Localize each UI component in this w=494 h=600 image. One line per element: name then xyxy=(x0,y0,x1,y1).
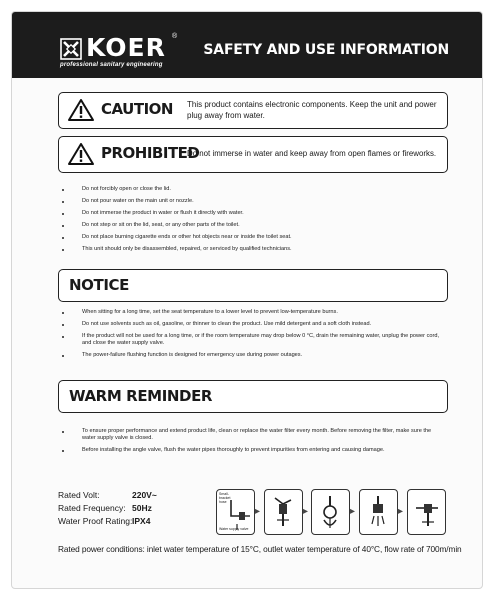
koer-logo-icon xyxy=(60,38,82,60)
rated-conditions: Rated power conditions: inlet water temperature of 15°C, outlet water temperature of 40°C, flow rate of 700m/min xyxy=(58,544,462,554)
valve-install-icon xyxy=(407,489,446,535)
spec-label: Water Proof Rating: xyxy=(58,516,133,526)
list-item: To ensure proper performance and extend product life, clean or replace the water filter every month. Before removing the filter, make sure the water supply valve is closed. xyxy=(58,428,446,442)
spec-label: Rated Volt: xyxy=(58,490,100,500)
list-item: The power-failure flushing function is designed for emergency use during power outages. xyxy=(58,352,446,359)
brand-tagline: professional sanitary engineering xyxy=(60,62,163,68)
caution-text: This product contains electronic components. Keep the unit and power plug away from water. xyxy=(187,100,437,120)
spec-value: 50Hz xyxy=(132,503,152,513)
list-item: This unit should only be disassembled, repaired, or serviced by qualified technicians. xyxy=(58,246,446,253)
list-item: Do not forcibly open or close the lid. xyxy=(58,186,446,193)
caution-box xyxy=(58,92,448,129)
notice-title: NOTICE xyxy=(69,276,129,294)
icon-caption: Small-bracket hose xyxy=(219,492,231,504)
prohibited-box xyxy=(58,136,448,173)
spec-value: 220V~ xyxy=(132,490,157,500)
registered-mark: ® xyxy=(172,33,178,40)
icon-caption: Water supply valve xyxy=(219,527,249,531)
hand-tighten-icon xyxy=(311,489,350,535)
list-item: Do not place burning cigarette ends or other hot objects near or inside the toilet seat. xyxy=(58,234,446,241)
prohibited-text: Do not immerse in water and keep away from open flames or fireworks. xyxy=(187,149,437,158)
warm-reminder-title: WARM REMINDER xyxy=(69,387,213,405)
spec-row xyxy=(58,515,188,528)
arrow-icon: ▸ xyxy=(303,506,309,517)
safety-label-sheet xyxy=(11,11,483,589)
caution-label: CAUTION xyxy=(101,100,173,118)
spec-value: IPX4 xyxy=(132,516,151,526)
arrow-icon: ▸ xyxy=(350,506,356,517)
prohibited-list xyxy=(58,186,446,258)
water-flush-icon xyxy=(359,489,398,535)
arrow-icon: ▸ xyxy=(255,506,261,517)
notice-box xyxy=(58,269,448,302)
spec-row xyxy=(58,489,188,502)
list-item: Do not pour water on the main unit or nozzle. xyxy=(58,198,446,205)
notice-list xyxy=(58,309,446,364)
list-item: If the product will not be used for a long time, or if the room temperature may drop below 0 °C, drain the remaining water, unplug the power cord, and close the water supply valve. xyxy=(58,333,446,347)
list-item: Do not immerse the product in water or flush it directly with water. xyxy=(58,210,446,217)
warm-reminder-list xyxy=(58,428,446,459)
list-item: Before installing the angle valve, flush the water pipes thoroughly to prevent impurities from entering and causing damage. xyxy=(58,447,446,454)
rating-specs xyxy=(58,489,188,528)
warning-triangle-icon xyxy=(67,142,95,166)
warning-triangle-icon xyxy=(67,98,95,122)
brand-name: KOER xyxy=(86,33,166,62)
spec-label: Rated Frequency: xyxy=(58,503,126,513)
arrow-icon: ▸ xyxy=(398,506,404,517)
spec-row xyxy=(58,502,188,515)
prohibited-label: PROHIBITED xyxy=(101,144,200,162)
list-item: Do not use solvents such as oil, gasoline, or thinner to clean the product. Use mild detergent and a soft cloth instead. xyxy=(58,321,446,328)
page-title: SAFETY AND USE INFORMATION xyxy=(203,42,449,58)
header-bar xyxy=(12,12,482,78)
warm-reminder-box xyxy=(58,380,448,413)
wrench-icon xyxy=(264,489,303,535)
list-item: Do not step or sit on the lid, seat, or any other parts of the toilet. xyxy=(58,222,446,229)
list-item: When sitting for a long time, set the seat temperature to a lower level to prevent low-temperature burns. xyxy=(58,309,446,316)
hose-valve-diagram-icon xyxy=(216,489,255,535)
